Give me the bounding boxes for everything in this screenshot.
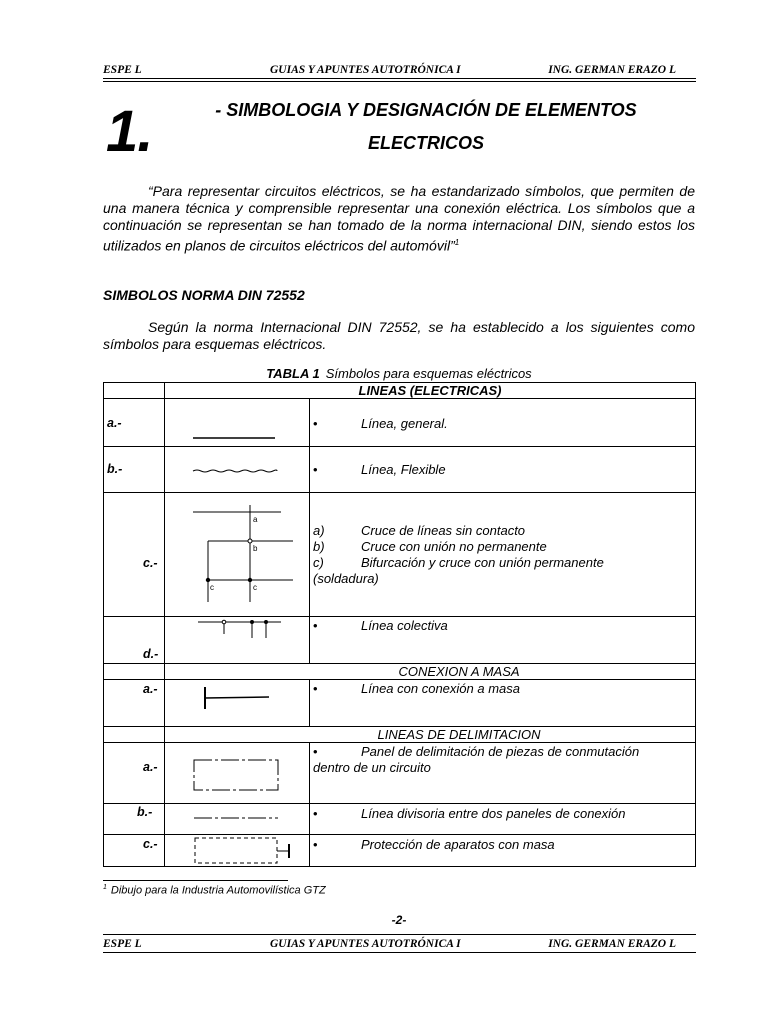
row-label: b.- — [107, 462, 123, 476]
section-heading: SIMBOLOS NORMA DIN 72552 — [103, 287, 305, 303]
row-label: d.- — [143, 647, 159, 661]
table-caption — [103, 366, 695, 381]
row-label: c.- — [143, 837, 158, 851]
page-header — [103, 64, 696, 79]
row-label: b.- — [137, 805, 153, 819]
row-text: • Línea, Flexible — [313, 462, 446, 477]
chapter-title-line1: - SIMBOLOGIA Y DESIGNACIÓN DE ELEMENTOS — [215, 100, 637, 120]
footer-rule — [103, 934, 696, 935]
row-label: c.- — [143, 556, 158, 570]
list-item: a) Cruce de líneas sin contacto — [313, 523, 526, 538]
table-caption-label: TABLA 1 — [266, 366, 320, 381]
list-item: b) Cruce con unión no permanente — [313, 539, 547, 554]
paragraph-2 — [103, 319, 695, 353]
group-header-conexion-masa: CONEXION A MASA — [398, 664, 520, 679]
header-center: GUIAS Y APUNTES AUTOTRÓNICA I — [270, 64, 461, 76]
footer-rule-2 — [103, 952, 696, 953]
table-caption-text: Símbolos para esquemas eléctricos — [325, 366, 532, 381]
diagram-label-c: c — [210, 583, 214, 592]
row-text: • Línea con conexión a masa — [313, 681, 520, 696]
diagram-label-b: b — [253, 544, 258, 553]
group-header-lineas-electricas: LINEAS (ELECTRICAS) — [358, 383, 502, 398]
footer-center: GUIAS Y APUNTES AUTOTRÓNICA I — [270, 938, 461, 950]
chapter-title-line2: ELECTRICOS — [367, 133, 484, 153]
intro-text: “Para representar circuitos eléctricos, se ha estandarizado símbolos, que permiten de una manera técnica y comprensible representar una conexión eléctrica. Los símbolos que a continuación se representan se han tomado de la norma internacional DIN, siendo estos los utilizados en planos de circuitos eléctricos del automóvil” — [103, 183, 695, 254]
list-item-extra: (soldadura) — [313, 571, 379, 586]
row-text: • Línea divisoria entre dos paneles de conexión — [313, 806, 626, 821]
diagram-label-a: a — [253, 515, 258, 524]
footnote: $^1$ Dibujo para la Industria Automovilística GTZ — [103, 884, 326, 897]
row-label: a.- — [143, 682, 158, 696]
intro-paragraph — [103, 183, 695, 255]
grounded-protection-symbol — [103, 382, 104, 383]
page-footer — [103, 938, 696, 953]
paragraph-2-text: Según la norma Internacional DIN 72552, se ha establecido a los siguientes como símbolos para esquemas eléctricos. — [103, 319, 695, 352]
header-right: ING. GERMAN ERAZO L — [548, 64, 676, 76]
footnote-rule — [103, 880, 288, 881]
footer-right: ING. GERMAN ERAZO L — [548, 938, 676, 950]
footer-left: ESPE L — [103, 938, 142, 950]
footnote-ref: 1 — [454, 238, 460, 247]
symbols-table — [103, 382, 696, 867]
header-left: ESPE L — [103, 64, 142, 76]
list-item: c) Bifurcación y cruce con unión permanente — [313, 555, 604, 570]
chapter-title — [176, 94, 676, 160]
row-label: a.- — [107, 416, 122, 430]
group-header-delimitacion: LINEAS DE DELIMITACION — [377, 727, 541, 742]
row-text: • Panel de delimitación de piezas de conmutación dentro de un circuito — [313, 744, 640, 775]
header-rule — [103, 78, 696, 79]
row-text: • Línea colectiva — [313, 618, 448, 633]
diagram-label-c2: c — [253, 583, 257, 592]
row-text: • Línea, general. — [313, 416, 448, 431]
row-text: • Protección de aparatos con masa — [313, 837, 555, 852]
chapter-number: 1. — [106, 99, 153, 164]
row-text-list — [313, 523, 604, 587]
header-rule-2 — [103, 81, 696, 82]
row-label: a.- — [143, 760, 158, 774]
page-number: -2- — [391, 913, 407, 927]
